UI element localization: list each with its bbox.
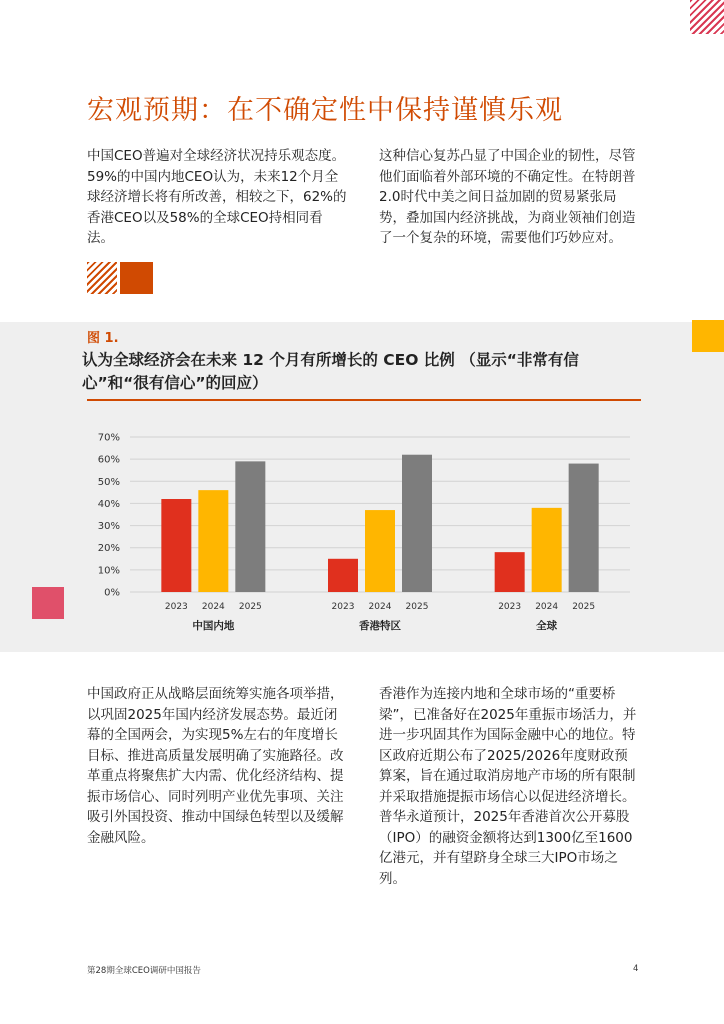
y-tick-label: 70% <box>97 432 120 444</box>
y-tick-label: 20% <box>97 543 120 555</box>
y-tick-label: 40% <box>97 498 120 510</box>
x-tick-label: 2024 <box>368 602 392 612</box>
bar <box>328 559 358 592</box>
decorative-orange-tab <box>692 320 724 352</box>
bar <box>235 461 265 592</box>
bar <box>365 510 395 592</box>
bar <box>495 552 525 592</box>
y-tick-label: 0% <box>104 587 120 599</box>
figure-label: 图 1. <box>87 331 119 346</box>
footer-page-number: 4 <box>633 964 639 974</box>
body-right-paragraph: 香港作为连接内地和全球市场的“重要桥梁”，已准备好在2025年重振市场活力，并进一步巩固其作为国际金融中心的地位。特区政府近期公布了2025/2026年度财政预算案，旨在通过取消房地产市场的所有限制并采取措施提振市场信心以促进经济增长。普华永道预计，2025年香港首次公开募股（IPO）的融资金额将达到1300亿至1600亿港元，并有望跻身全球三大IPO市场之列。 <box>379 686 637 887</box>
y-tick-label: 50% <box>97 476 120 488</box>
x-tick-label: 2025 <box>405 602 429 612</box>
decorative-solid-block <box>120 262 153 294</box>
y-tick-label: 10% <box>97 565 120 577</box>
footer-report-title: 第28期全球CEO调研中国报告 <box>87 966 201 976</box>
body-left-paragraph: 中国政府正从战略层面统筹实施各项举措，以巩固2025年国内经济发展态势。最近闭幕的全国两会，为实现5%左右的年度增长目标、推进高质量发展明确了实施路径。改革重点将聚焦扩大内需、优化经济结构、提振市场信心、同时列明产业优先事项、关注吸引外国投资、推动中国绿色转型以及缓解金融风险。 <box>87 686 344 846</box>
bar <box>532 508 562 592</box>
y-tick-label: 30% <box>97 521 120 533</box>
bar <box>198 490 228 592</box>
decorative-blocks <box>87 262 153 294</box>
intro-right-paragraph: 这种信心复苏凸显了中国企业的韧性，尽管他们面临着外部环境的不确定性。在特朗普2.0时代中美之间日益加剧的贸易紧张局势，叠加国内经济挑战，为商业领袖们创造了一个复杂的环境，需要他们巧妙应对。 <box>379 148 636 246</box>
intro-left-paragraph: 中国CEO普遍对全球经济状况持乐观态度。59%的中国内地CEO认为，未来12个月全球经济增长将有所改善，相较之下，62%的香港CEO以及58%的全球CEO持相同看法。 <box>87 148 347 246</box>
x-tick-label: 2024 <box>201 602 225 612</box>
bar <box>402 455 432 592</box>
page-title: 宏观预期：在不确定性中保持谨慎乐观 <box>87 95 563 126</box>
x-tick-label: 2025 <box>572 602 596 612</box>
figure-title: 认为全球经济会在未来 12 个月有所增长的 CEO 比例 （显示“非常有信心”和“很有信心”的回应） <box>82 351 579 392</box>
decorative-hatch-block <box>87 262 117 294</box>
bar <box>161 499 191 592</box>
bar-chart <box>60 425 640 640</box>
x-tick-label: 2025 <box>238 602 262 612</box>
category-label: 香港特区 <box>359 620 401 632</box>
decorative-hatch-corner <box>690 0 724 34</box>
x-tick-label: 2023 <box>331 602 355 612</box>
category-label: 全球 <box>536 620 558 632</box>
x-tick-label: 2023 <box>498 602 522 612</box>
bar <box>569 464 599 592</box>
figure-title-rule <box>87 399 641 401</box>
x-tick-label: 2024 <box>535 602 559 612</box>
y-tick-label: 60% <box>97 454 120 466</box>
category-label: 中国内地 <box>192 620 235 632</box>
x-tick-label: 2023 <box>164 602 188 612</box>
